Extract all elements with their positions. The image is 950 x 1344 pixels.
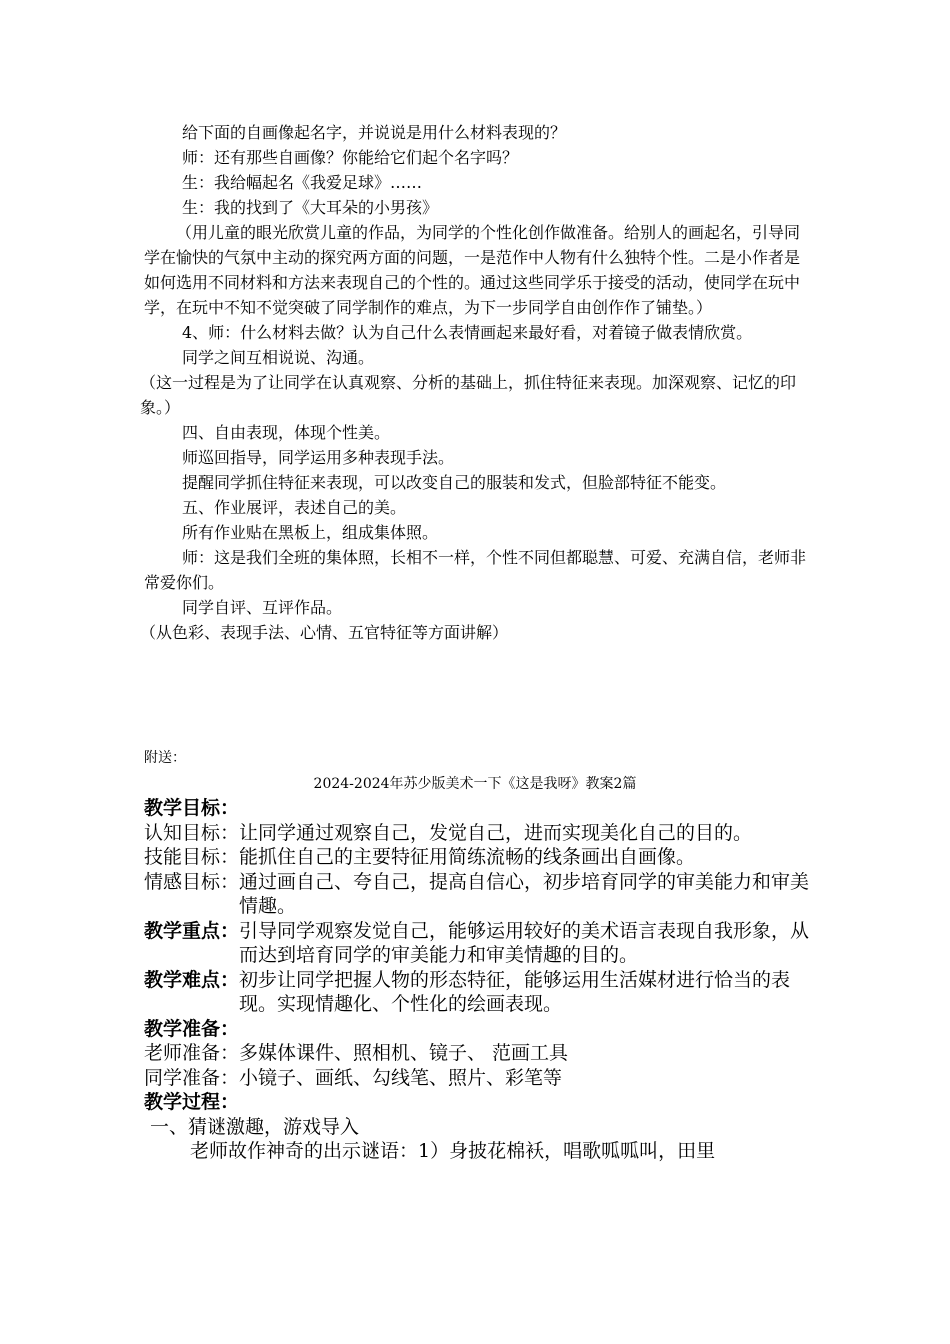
- cognitive-goal-label: 认知目标：: [144, 821, 240, 844]
- emotion-goal-row: [144, 870, 814, 919]
- paragraph: 师：这是我们全班的集体照，长相不一样，个性不同但都聪慧、可爱、充满自信，老师非常爱你们。: [144, 548, 807, 592]
- teacher-prep-row: [144, 1041, 814, 1066]
- paragraph-note: （这一过程是为了让同学在认真观察、分析的基础上，抓住特征来表现。加深观察、记忆的印象。）: [140, 373, 797, 417]
- teacher-prep-label: 老师准备：: [144, 1042, 240, 1064]
- paragraph: 同学之间互相说说、沟通。: [182, 348, 375, 367]
- student-prep-label: 同学准备：: [144, 1066, 240, 1089]
- paragraph: 给下面的自画像起名字，并说说是用什么材料表现的？: [182, 123, 567, 142]
- difficulty-label: 教学难点：: [144, 968, 240, 991]
- appendix-label: 附送：: [144, 750, 186, 766]
- section-heading: 五、作业展评，表述自己的美。: [182, 498, 407, 517]
- student-prep-row: [144, 1066, 814, 1091]
- difficulty-text: 初步让同学把握人物的形态特征，能够运用生活媒材进行恰当的表现。实现情趣化、个性化的绘画表现。: [239, 968, 791, 1015]
- teacher-prep-text: 多媒体课件、照相机、镜子、 范画工具: [239, 1042, 569, 1064]
- prep-heading: 教学准备：: [144, 1017, 240, 1040]
- goals-heading: 教学目标：: [144, 797, 240, 819]
- paragraph: 4、师：什么材料去做？认为自己什么表情画起来最好看，对着镜子做表情欣赏。: [182, 323, 753, 342]
- emotion-goal-text: 通过画自己、夸自己，提高自信心，初步培育同学的审美能力和审美情趣。: [239, 870, 810, 917]
- paragraph: 提醒同学抓住特征来表现，可以改变自己的服装和发式，但脸部特征不能变。: [182, 473, 727, 492]
- paragraph-note: （从色彩、表现手法、心情、五官特征等方面讲解）: [140, 623, 509, 642]
- section-heading: 四、自由表现，体现个性美。: [182, 423, 391, 442]
- skill-goal-label: 技能目标：: [144, 846, 240, 868]
- key-point-row: [144, 919, 814, 968]
- cognitive-goal-row: [144, 821, 814, 846]
- paragraph: 生：我的找到了《大耳朵的小男孩》: [182, 198, 439, 217]
- paragraph: 师：还有那些自画像？你能给它们起个名字吗？: [182, 148, 519, 167]
- lesson-body-upper: [140, 120, 814, 645]
- skill-goal-row: [144, 845, 814, 870]
- paragraph: 师巡回指导，同学运用多种表现手法。: [182, 448, 455, 467]
- paragraph: 所有作业贴在黑板上，组成集体照。: [182, 523, 439, 542]
- paragraph: 生：我给幅起名《我爱足球》……: [182, 173, 423, 192]
- document-title: 2024-2024年苏少版美术一下《这是我呀》教案2篇: [313, 776, 637, 792]
- difficulty-row: [144, 968, 814, 1017]
- process-heading: 教学过程：: [144, 1091, 240, 1113]
- step-paragraph: 老师故作神奇的出示谜语：1）身披花棉袄，唱歌呱呱叫，田里: [190, 1140, 716, 1162]
- step-heading: 一、猜谜激趣，游戏导入: [150, 1115, 360, 1138]
- paragraph: 同学自评、互评作品。: [182, 598, 343, 617]
- student-prep-text: 小镜子、画纸、勾线笔、照片、彩笔等: [239, 1066, 563, 1089]
- cognitive-goal-text: 让同学通过观察自己，发觉自己，进而实现美化自己的目的。: [239, 821, 753, 844]
- skill-goal-text: 能抓住自己的主要特征用简练流畅的线条画出自画像。: [239, 846, 696, 868]
- key-point-label: 教学重点：: [144, 919, 240, 942]
- lesson-plan-section: [144, 796, 814, 1164]
- key-point-text: 引导同学观察发觉自己，能够运用较好的美术语言表现自我形象，从而达到培育同学的审美能力和审美情趣的目的。: [239, 919, 810, 966]
- emotion-goal-label: 情感目标：: [144, 870, 240, 893]
- paragraph-note: （用儿童的眼光欣赏儿童的作品，为同学的个性化创作做准备。给别人的画起名，引导同学在愉快的气氛中主动的探究两方面的问题，一是范作中人物有什么独特个性。二是小作者是如何选用不同材料和方法来表现自己的个性的。通过这些同学乐于接受的活动，使同学在玩中学，在玩中不知不觉突破了同学制作的难点，为下一步同学自由创作作了铺垫。）: [144, 223, 801, 317]
